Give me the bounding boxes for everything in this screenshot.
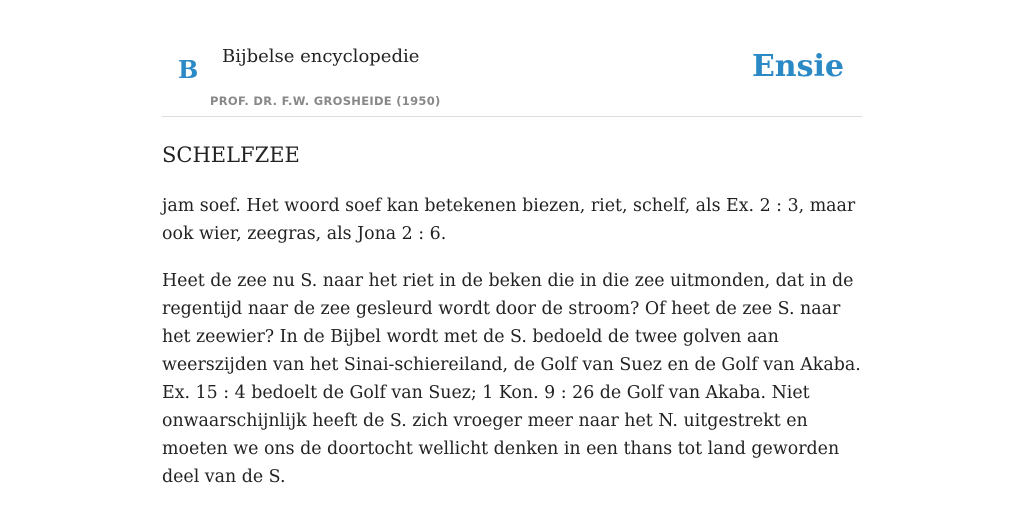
article-paragraph: jam soef. Het woord soef kan betekenen biezen, riet, schelf, als Ex. 2 : 3, maar ook wier, zeegras, als Jona 2 : 6. xyxy=(162,196,856,244)
book-title[interactable]: Bijbelse encyclopedie xyxy=(222,46,420,67)
article-title: SCHELFZEE xyxy=(162,143,300,167)
book-author: PROF. DR. F.W. GROSHEIDE (1950) xyxy=(210,94,441,108)
book-logo[interactable]: B xyxy=(178,55,199,84)
article xyxy=(162,140,862,491)
ensie-logo-link[interactable]: Ensie xyxy=(751,49,844,84)
article-paragraph: Heet de zee nu S. naar het riet in de beken die in die zee uitmonden, dat in de regentijd naar de zee gesleurd wordt door de stroom? Of heet de zee S. naar het zeewier? In de Bijbel wordt met de S. bedoeld de twee golven aan weerszijden van het Sinai-schiereiland, de Golf van Suez en de Golf van Akaba. Ex. 15 : 4 bedoelt de Golf van Suez; 1 Kon. 9 : 26 de Golf van Akaba. Niet onwaarschijnlijk heeft de S. zich vroeger meer naar het N. uitgestrekt en moeten we ons de doortocht wellicht denken in een thans tot land geworden deel van de S. xyxy=(162,271,861,487)
page-header xyxy=(162,0,862,117)
